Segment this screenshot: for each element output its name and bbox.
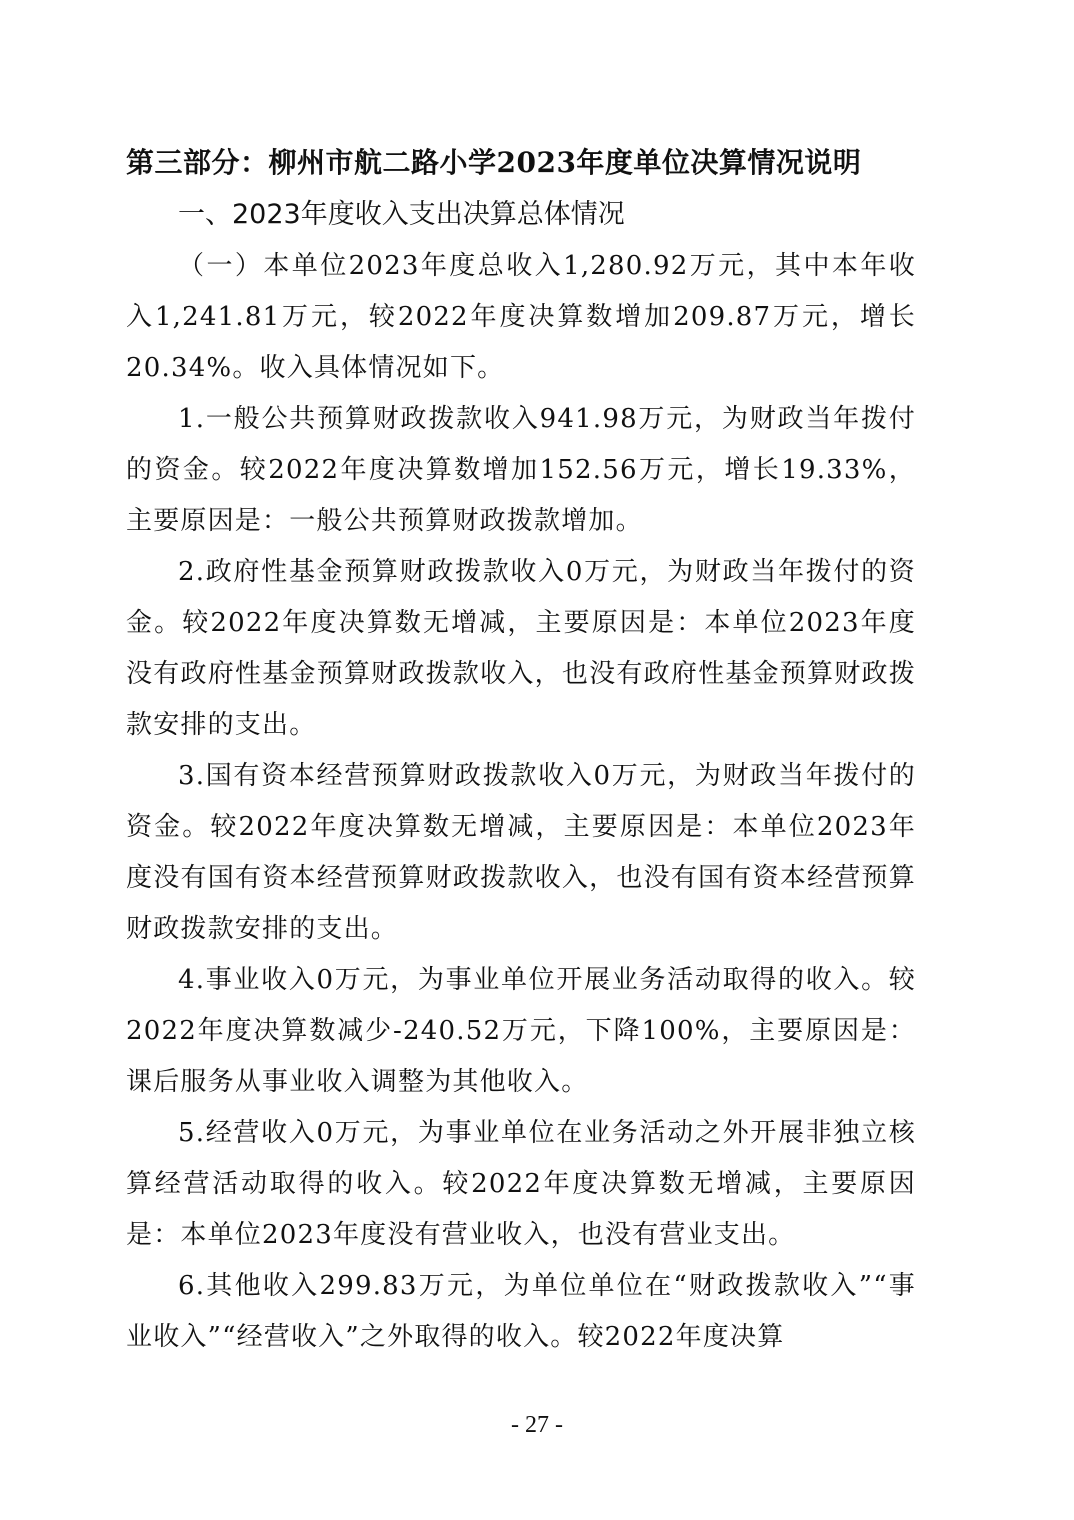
paragraph-government-fund-income: 2.政府性基金预算财政拨款收入0万元，为财政当年拨付的资金。较2022年度决算数无增减，主要原因是：本单位2023年度没有政府性基金预算财政拨款收入，也没有政府性基金预算财政拨款安排的支出。 — [126, 557, 916, 740]
page-title: 第三部分：柳州市航二路小学2023年度单位决算情况说明 — [126, 146, 862, 179]
paragraph-other-income: 6.其他收入299.83万元，为单位单位在“财政拨款收入”“事业收入”“经营收入”之外取得的收入。较2022年度决算 — [126, 1271, 916, 1352]
paragraph-total-income: （一）本单位2023年度总收入1,280.92万元，其中本年收入1,241.81万元，较2022年度决算数增加209.87万元，增长20.34%。收入具体情况如下。 — [126, 251, 916, 383]
paragraph-operating-income: 5.经营收入0万元，为事业单位在业务活动之外开展非独立核算经营活动取得的收入。较2022年度决算数无增减，主要原因是：本单位2023年度没有营业收入，也没有营业支出。 — [126, 1118, 916, 1250]
page-number: - 27 - — [511, 1412, 563, 1438]
section-heading: 一、2023年度收入支出决算总体情况 — [178, 199, 625, 230]
body-text — [126, 241, 916, 1363]
paragraph-general-budget-income: 1.一般公共预算财政拨款收入941.98万元，为财政当年拨付的资金。较2022年度决算数增加152.56万元，增长19.33%，主要原因是：一般公共预算财政拨款增加。 — [126, 404, 916, 536]
paragraph-state-capital-income: 3.国有资本经营预算财政拨款收入0万元，为财政当年拨付的资金。较2022年度决算数无增减，主要原因是：本单位2023年度没有国有资本经营预算财政拨款收入，也没有国有资本经营预算财政拨款安排的支出。 — [126, 761, 916, 944]
paragraph-business-income: 4.事业收入0万元，为事业单位开展业务活动取得的收入。较2022年度决算数减少-240.52万元，下降100%，主要原因是：课后服务从事业收入调整为其他收入。 — [126, 965, 916, 1097]
